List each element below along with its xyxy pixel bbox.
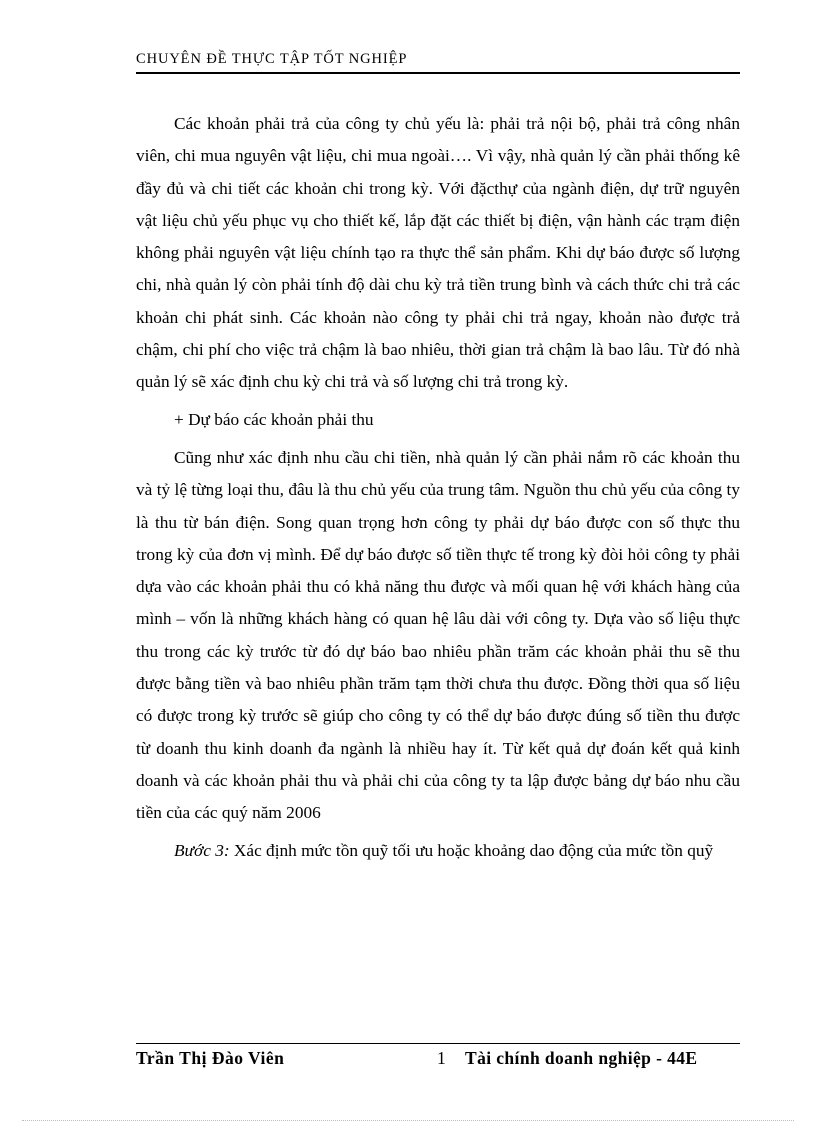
page-footer [136,1043,740,1074]
footer-author: Trần Thị Đào Viên [136,1048,285,1068]
step-3-label: Bước 3: [174,840,230,860]
header-title: CHUYÊN ĐỀ THỰC TẬP TỐT NGHIỆP [136,51,408,67]
document-body [136,108,740,872]
paragraph-step-3 [136,835,740,867]
page-boundary [22,1120,794,1121]
bullet-receivables-forecast: + Dự báo các khoản phải thu [174,409,374,429]
paragraph-receivables: Cũng như xác định nhu cầu chi tiền, nhà quản lý cần phải nắm rõ các khoản thu và tỷ lệ từng loại thu, đâu là thu chủ yếu của trung tâm. Nguồn thu chủ yếu của công ty là thu từ bán điện. Song quan trọng hơn công ty phải dự báo được con số thực thu trong kỳ của đơn vị mình. Để dự báo được số tiền thực tế trong kỳ đòi hỏi công ty phải dựa vào các khoản phải thu có khả năng thu được và mối quan hệ với khách hàng của mình – vốn là những khách hàng có quan hệ lâu dài với công ty. Dựa vào số liệu thực thu trong các kỳ trước từ đó dự báo bao nhiêu phần trăm các khoản phải thu sẽ thu được bằng tiền và bao nhiêu phần trăm tạm thời chưa thu được. Đồng thời qua số liệu có được trong kỳ trước sẽ giúp cho công ty có thể dự báo được đúng số tiền thu được từ doanh thu kinh doanh đa ngành là nhiều hay ít. Từ kết quả dự đoán kết quả kinh doanh và các khoản phải thu và phải chi của công ty ta lập được bảng dự báo nhu cầu tiền của các quý năm 2006 [136,447,740,823]
footer-department: Tài chính doanh nghiệp - 44E [465,1048,698,1068]
step-3-text: Xác định mức tồn quỹ tối ưu hoặc khoảng dao động của mức tồn quỹ [229,840,714,860]
page-header [136,50,740,74]
page-number: 1 [437,1048,446,1068]
paragraph-payables: Các khoản phải trả của công ty chủ yếu là: phải trả nội bộ, phải trả công nhân viên, chi mua nguyên vật liệu, chi mua ngoài…. Vì vậy, nhà quản lý cần phải thống kê đầy đủ và chi tiết các khoản chi trong kỳ. Với đặcthự của ngành điện, dự trữ nguyên vật liệu chủ yếu phục vụ cho thiết kế, lắp đặt các thiết bị điện, vận hành các trạm điện không phải nguyên vật liệu chính tạo ra thực thể sản phẩm. Khi dự báo được số lượng chi, nhà quản lý còn phải tính độ dài chu kỳ trả tiền trung bình và cách thức chi trả các khoản chi phát sinh. Các khoản nào công ty phải chi trả ngay, khoản nào được trả chậm, chi phí cho việc trả chậm là bao nhiêu, thời gian trả chậm là bao lâu. Từ đó nhà quản lý sẽ xác định chu kỳ chi trả và số lượng chi trả trong kỳ. [136,114,740,392]
